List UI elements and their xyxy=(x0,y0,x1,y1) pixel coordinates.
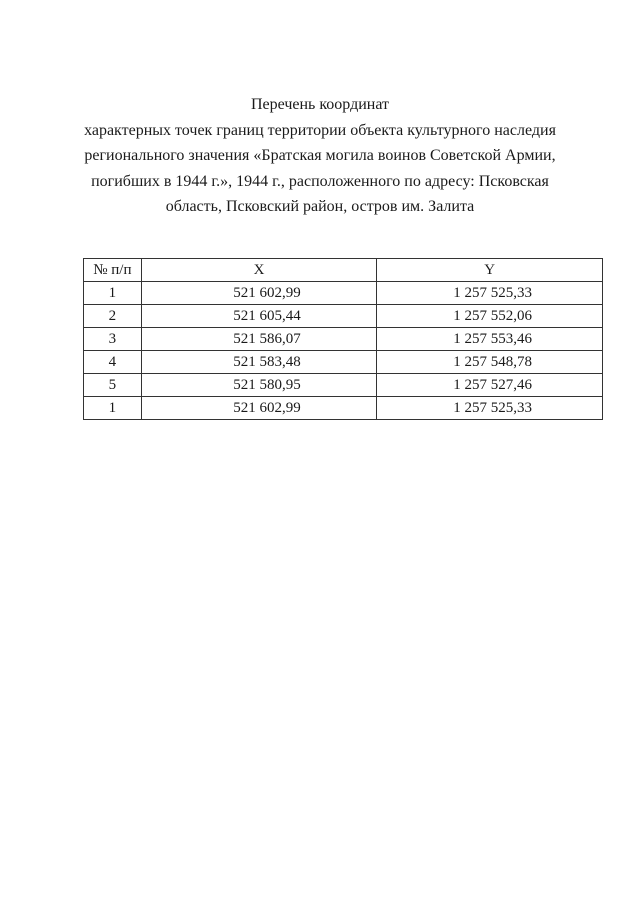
cell-y: 1 257 527,46 xyxy=(377,374,603,397)
cell-y: 1 257 552,06 xyxy=(377,305,603,328)
cell-y: 1 257 525,33 xyxy=(377,282,603,305)
table-row xyxy=(84,351,603,374)
cell-y: 1 257 548,78 xyxy=(377,351,603,374)
table-row xyxy=(84,397,603,420)
cell-x: 521 602,99 xyxy=(141,282,377,305)
cell-x: 521 605,44 xyxy=(141,305,377,328)
table-row xyxy=(84,328,603,351)
title-line: погибших в 1944 г.», 1944 г., расположенного по адресу: Псковская xyxy=(91,172,549,190)
cell-number: 5 xyxy=(84,374,142,397)
cell-number: 4 xyxy=(84,351,142,374)
coordinates-table xyxy=(83,258,603,420)
cell-number: 2 xyxy=(84,305,142,328)
title-line: Перечень координат xyxy=(250,96,390,113)
cell-y: 1 257 553,46 xyxy=(377,328,603,351)
title-line: характерных точек границ территории объекта культурного наследия xyxy=(84,121,556,139)
table-header-row xyxy=(84,259,603,282)
cell-x: 521 586,07 xyxy=(141,328,377,351)
header-y: Y xyxy=(377,259,603,282)
cell-number: 1 xyxy=(84,397,142,420)
header-x: X xyxy=(141,259,377,282)
table-row xyxy=(84,282,603,305)
cell-number: 1 xyxy=(84,282,142,305)
cell-number: 3 xyxy=(84,328,142,351)
cell-y: 1 257 525,33 xyxy=(377,397,603,420)
table-row xyxy=(84,374,603,397)
cell-x: 521 583,48 xyxy=(141,351,377,374)
header-number: № п/п xyxy=(84,259,142,282)
cell-x: 521 602,99 xyxy=(141,397,377,420)
title-line: область, Псковский район, остров им. Залита xyxy=(165,198,475,215)
title-line: регионального значения «Братская могила воинов Советской Армии, xyxy=(84,147,556,164)
table-row xyxy=(84,305,603,328)
cell-x: 521 580,95 xyxy=(141,374,377,397)
document-title xyxy=(60,92,580,220)
